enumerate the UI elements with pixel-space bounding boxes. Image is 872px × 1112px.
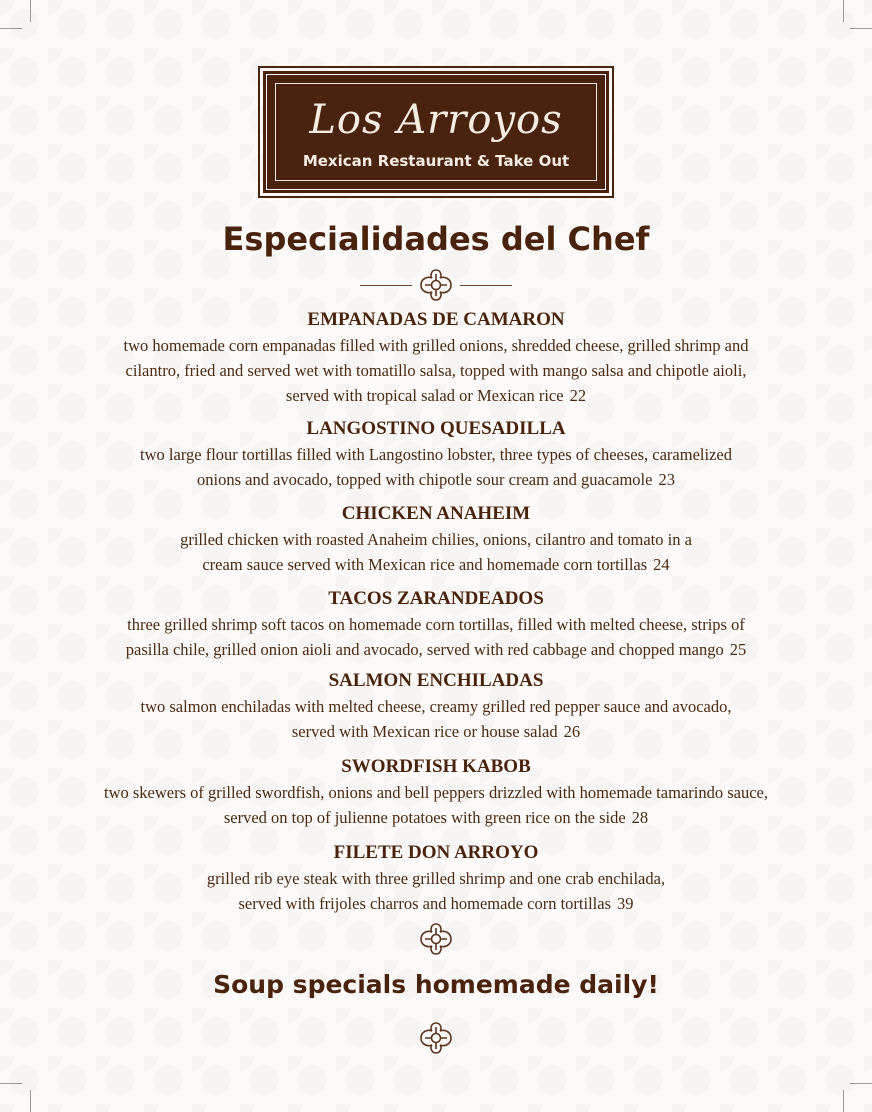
item-name: SWORDFISH KABOB: [341, 756, 531, 777]
item-name: CHICKEN ANAHEIM: [341, 503, 531, 524]
menu-item: [40, 586, 832, 662]
item-price: 28: [631, 808, 649, 827]
item-description: two skewers of grilled swordfish, onions and bell peppers drizzled with homemade tamarindo sauce, served on top of julienne potatoes with green rice on the side 28: [104, 783, 768, 827]
crop-mark: [850, 28, 872, 29]
menu-item: [40, 668, 832, 744]
item-description: two salmon enchiladas with melted cheese, creamy grilled red pepper sauce and avocado, served with Mexican rice or house salad 26: [140, 697, 732, 741]
item-price: 26: [563, 722, 581, 741]
crop-mark: [30, 0, 31, 22]
title-divider: [360, 268, 512, 302]
crop-mark: [0, 28, 22, 29]
item-price: 22: [569, 386, 587, 405]
item-description: two large flour tortillas filled with Langostino lobster, three types of cheeses, caramelized onions and avocado, topped with chipotle sour cream and guacamole 23: [140, 445, 732, 489]
quatrefoil-ornament-icon: [419, 1021, 453, 1055]
item-price: 24: [653, 555, 670, 574]
item-name: TACOS ZARANDEADOS: [328, 588, 544, 609]
item-description: grilled rib eye steak with three grilled shrimp and one crab enchilada, served with frijoles charros and homemade corn tortillas 39: [206, 869, 666, 913]
item-name: LANGOSTINO QUESADILLA: [306, 418, 566, 439]
item-description: two homemade corn empanadas filled with grilled onions, shredded cheese, grilled shrimp and cilantro, fried and served wet with tomatillo salsa, topped with mango salsa and chipotle aioli, served with tropical salad or Mexican rice 22: [123, 336, 749, 405]
divider-line-right: [460, 285, 512, 286]
menu-item: [40, 416, 832, 492]
crop-mark: [0, 1083, 22, 1084]
item-price: 39: [617, 894, 634, 913]
soup-specials-note: Soup specials homemade daily!: [213, 970, 659, 999]
crop-mark: [843, 1090, 844, 1112]
quatrefoil-ornament-icon: [419, 922, 453, 956]
item-name: SALMON ENCHILADAS: [328, 670, 544, 691]
item-description: three grilled shrimp soft tacos on homemade corn tortillas, filled with melted cheese, strips of pasilla chile, grilled onion aioli and avocado, served with red cabbage and chopped mango 25: [125, 615, 747, 659]
item-price: 23: [658, 470, 675, 489]
crop-mark: [30, 1090, 31, 1112]
menu-item: [40, 754, 832, 830]
logo-name: Los Arroyos: [309, 97, 563, 143]
quatrefoil-ornament-icon: [419, 268, 453, 302]
item-name: FILETE DON ARROYO: [333, 842, 539, 863]
crop-mark: [843, 0, 844, 22]
logo-frame: [275, 83, 597, 181]
restaurant-logo: [263, 71, 609, 193]
menu-item: [40, 840, 832, 916]
menu-item: [40, 307, 832, 408]
item-description: grilled chicken with roasted Anaheim chilies, onions, cilantro and tomato in a cream sauce served with Mexican rice and homemade corn tortillas 24: [180, 530, 692, 574]
crop-mark: [850, 1083, 872, 1084]
logo-subtitle: Mexican Restaurant & Take Out: [302, 152, 570, 170]
item-name: EMPANADAS DE CAMARON: [307, 309, 565, 330]
page-title: Especialidades del Chef: [222, 220, 650, 258]
menu-item: [40, 501, 832, 577]
item-price: 25: [729, 640, 747, 659]
divider-line-left: [360, 285, 412, 286]
